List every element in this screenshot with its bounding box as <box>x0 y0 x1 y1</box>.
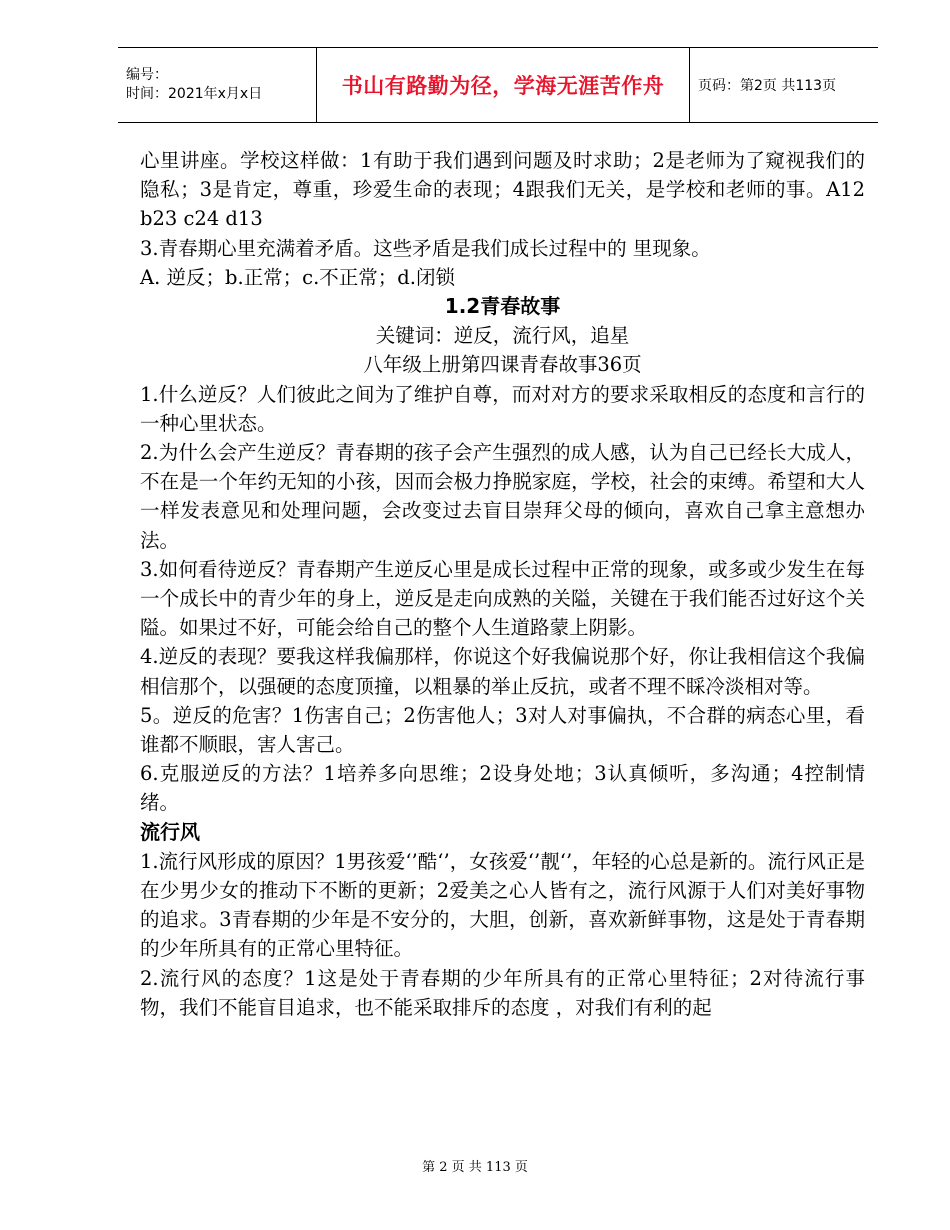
serial-number-label: 编号： <box>126 67 168 83</box>
paragraph: 2.流行风的态度？1这是处于青春期的少年所具有的正常心里特征；2对待流行事物，我们不能盲目追求，也不能采取排斥的态度 ，对我们有利的起 <box>140 966 865 1019</box>
page-info: 页码：第2页 共113页 <box>690 48 879 123</box>
page-header <box>118 47 878 123</box>
paragraph: A. 逆反；b.正常；c.不正常；d.闭锁 <box>140 265 455 289</box>
paragraph: 1.流行风形成的原因？1男孩爱‘’酷‘’，女孩爱‘’靓‘’，年轻的心总是新的。流行风正是在少男少女的推动下不断的更新；2爱美之心人皆有之，流行风源于人们对美好事物的追求。3青春期的少年是不安分的，大胆，创新，喜欢新鲜事物，这是处于青春期的少年所具有的正常心里特征。 <box>140 849 865 961</box>
section-title: 1.2青春故事 <box>444 294 561 319</box>
paragraph: 2.为什么会产生逆反？青春期的孩子会产生强烈的成人感，认为自己已经长大成人，不在是一个年约无知的小孩，因而会极力挣脱家庭，学校，社会的束缚。希望和大人一样发表意见和处理问题，会改变过去盲目崇拜父母的倾向，喜欢自己拿主意想办法。 <box>140 441 865 552</box>
paragraph: 1.什么逆反？人们彼此之间为了维护自尊，而对对方的要求采取相反的态度和言行的一种心里状态。 <box>140 382 865 435</box>
paragraph: 心里讲座。学校这样做：1有助于我们遇到问题及时求助；2是老师为了窥视我们的隐私；3是肯定，尊重，珍爱生命的表现；4跟我们无关，是学校和老师的事。A12 b23 c24 d13 <box>140 149 865 231</box>
centered-line: 关键词：逆反，流行风，追星 <box>375 324 630 348</box>
centered-line: 八年级上册第四课青春故事36页 <box>363 353 642 377</box>
paragraph: 3.如何看待逆反？青春期产生逆反心里是成长过程中正常的现象，或多或少发生在每一个成长中的青少年的身上，逆反是走向成熟的关隘，关键在于我们能否过好这个关隘。如果过不好，可能会给自己的整个人生道路蒙上阴影。 <box>140 557 865 640</box>
page-footer: 第 2 页 共 113 页 <box>422 1160 528 1175</box>
paragraph: 6.克服逆反的方法？1培养多向思维；2设身处地；3认真倾听，多沟通；4控制情绪。 <box>140 762 865 815</box>
date-label: 时间：2021年x月x日 <box>126 86 263 102</box>
paragraph: 3.青春期心里充满着矛盾。这些矛盾是我们成长过程中的 里现象。 <box>140 236 711 260</box>
paragraph: 5。逆反的危害？1伤害自己；2伤害他人；3对人对事偏执，不合群的病态心里，看谁都不顺眼，害人害己。 <box>140 703 865 757</box>
paragraph: 4.逆反的表现？要我这样我偏那样，你说这个好我偏说那个好，你让我相信这个我偏相信那个，以强硬的态度顶撞，以粗暴的举止反抗，或者不理不睬冷淡相对等。 <box>140 645 865 698</box>
motto: 书山有路勤为径，学海无涯苦作舟 <box>317 48 690 123</box>
document-body <box>140 146 865 1022</box>
header-left-cell <box>118 48 317 123</box>
subsection-title: 流行风 <box>140 819 200 844</box>
